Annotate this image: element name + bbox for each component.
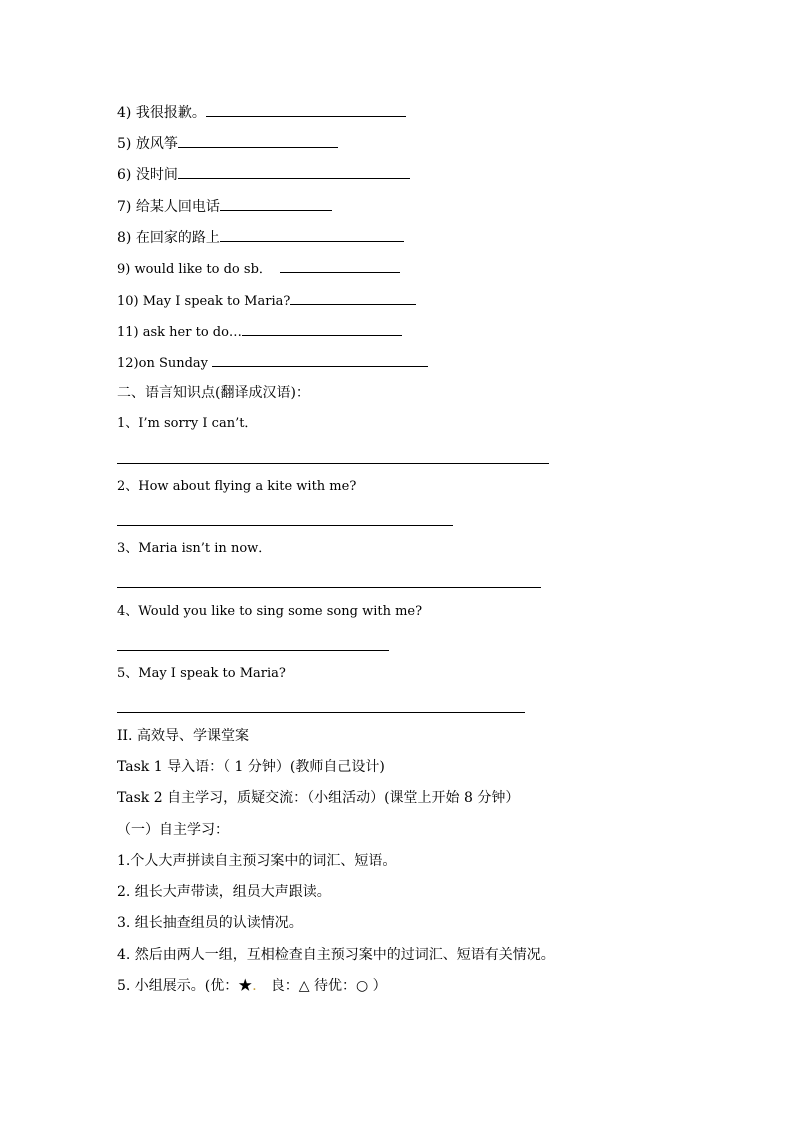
step-2: 2. 组长大声带读，组员大声跟读。 — [117, 884, 331, 900]
lesson-heading: II. 高效导、学课堂案 — [117, 728, 249, 744]
phrase-item-5 — [117, 133, 338, 154]
separator-dot: ． — [252, 978, 267, 994]
phrase-label: 11) ask her to do… — [117, 325, 242, 340]
sentence-5: 5、May I speak to Maria? — [117, 666, 286, 681]
answer-blank[interactable] — [220, 196, 332, 211]
phrase-label: 10) May I speak to Maria? — [117, 294, 291, 309]
sentence-2: 2、How about flying a kite with me? — [117, 479, 357, 494]
phrase-item-12 — [117, 352, 428, 374]
phrase-item-6 — [117, 164, 410, 185]
answer-blank[interactable] — [178, 164, 410, 179]
subsection-self-study: （一）自主学习： — [117, 822, 229, 838]
answer-line-2[interactable] — [117, 525, 453, 526]
step-5-suffix: 良：△ 待优：○ ） — [266, 978, 387, 994]
step-3: 3. 组长抽查组员的认读情况。 — [117, 915, 303, 931]
phrase-label: 4) 我很报歉。 — [117, 105, 206, 121]
step-4: 4. 然后由两人一组，互相检查自主预习案中的过词汇、短语有关情况。 — [117, 947, 555, 963]
phrase-item-11 — [117, 321, 402, 343]
phrase-item-7 — [117, 196, 332, 217]
sentence-4: 4、Would you like to sing some song with me? — [117, 604, 423, 619]
phrase-label: 7) 给某人回电话 — [117, 199, 220, 215]
answer-blank[interactable] — [206, 102, 406, 117]
answer-line-3[interactable] — [117, 587, 541, 588]
answer-blank[interactable] — [290, 290, 416, 305]
step-5-prefix: 5. 小组展示。(优：★ — [117, 978, 253, 994]
phrase-item-8 — [117, 227, 404, 248]
answer-blank[interactable] — [212, 352, 428, 367]
step-5 — [117, 976, 387, 996]
answer-line-4[interactable] — [117, 650, 389, 651]
step-1: 1.个人大声拼读自主预习案中的词汇、短语。 — [117, 853, 397, 869]
phrase-label: 9) would like to do sb． — [117, 262, 272, 277]
phrase-label: 12)on Sunday — [117, 356, 213, 371]
phrase-item-9 — [117, 258, 400, 280]
answer-blank[interactable] — [280, 258, 400, 273]
task-2: Task 2 自主学习，质疑交流：（小组活动）(课堂上开始 8 分钟） — [117, 790, 520, 806]
answer-blank[interactable] — [178, 133, 338, 148]
sentence-1: 1、I’m sorry I can’t． — [117, 416, 258, 431]
answer-blank[interactable] — [220, 227, 404, 242]
sentence-3: 3、Maria isn’t in now． — [117, 541, 272, 556]
answer-line-1[interactable] — [117, 463, 549, 464]
section-heading-language-points: 二、语言知识点(翻译成汉语)： — [117, 385, 310, 401]
phrase-label: 5) 放风筝 — [117, 136, 178, 152]
answer-line-5[interactable] — [117, 712, 525, 713]
phrase-item-10 — [117, 290, 416, 312]
phrase-item-4 — [117, 102, 406, 123]
phrase-label: 6) 没时间 — [117, 167, 178, 183]
answer-blank[interactable] — [242, 321, 402, 336]
phrase-label: 8) 在回家的路上 — [117, 230, 220, 246]
task-1: Task 1 导入语：（ 1 分钟）(教师自己设计) — [117, 759, 385, 775]
